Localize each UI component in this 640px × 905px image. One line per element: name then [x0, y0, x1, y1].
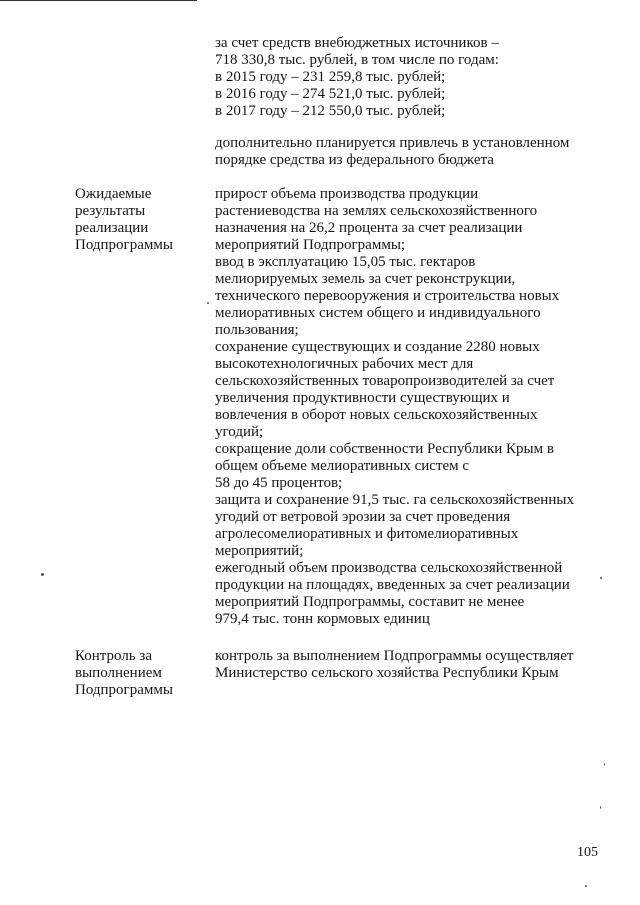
- results-label-line: результаты: [75, 203, 146, 219]
- results-line: назначения на 26,2 процента за счет реализации: [215, 220, 523, 236]
- results-line: общем объеме мелиоративных систем с: [215, 458, 470, 474]
- results-line: 58 до 45 процентов;: [215, 475, 343, 491]
- control-label: [75, 648, 205, 699]
- top-border-line: [0, 0, 197, 1]
- scan-speck: [585, 885, 587, 887]
- results-line: растениеводства на землях сельскохозяйственного: [215, 203, 538, 219]
- scan-speck: [207, 302, 209, 304]
- results-label-line: реализации: [75, 220, 149, 236]
- results-line: угодий;: [215, 424, 264, 440]
- results-line: агролесомелиоративных и фитомелиоративных: [215, 526, 519, 542]
- scan-speck: [41, 573, 44, 576]
- results-line: технического перевооружения и строительства новых: [215, 288, 560, 304]
- results-line: мероприятий Подпрограммы, составит не менее: [215, 594, 525, 610]
- results-line: 979,4 тыс. тонн кормовых единиц: [215, 611, 430, 627]
- results-line: ежегодный объем производства сельскохозяйственной: [215, 560, 563, 576]
- control-line: Министерство сельского хозяйства Республики Крым: [215, 665, 559, 681]
- results-line: мероприятий;: [215, 543, 304, 559]
- page-number: 105: [577, 845, 598, 860]
- funding-extra-line: дополнительно планируется привлечь в установленном: [215, 135, 570, 151]
- funding-line: за счет средств внебюджетных источников –: [215, 35, 499, 51]
- results-line: защита и сохранение 91,5 тыс. га сельскохозяйственных: [215, 492, 574, 508]
- results-line: сельскохозяйственных товаропроизводителей за счет: [215, 373, 555, 389]
- results-line: высокотехнологичных рабочих мест для: [215, 356, 474, 372]
- funding-line: в 2015 году – 231 259,8 тыс. рублей;: [215, 69, 446, 85]
- control-label-line: Подпрограммы: [75, 682, 173, 698]
- funding-extra-line: порядке средства из федерального бюджета: [215, 152, 494, 168]
- funding-text: [215, 35, 615, 169]
- results-line: мероприятий Подпрограммы;: [215, 237, 406, 253]
- results-line: сокращение доли собственности Республики Крым в: [215, 441, 554, 457]
- results-line: угодий от ветровой эрозии за счет проведения: [215, 509, 511, 525]
- results-label-line: Ожидаемые: [75, 186, 152, 202]
- control-text: [215, 648, 615, 682]
- results-line: мелиорируемых земель за счет реконструкции,: [215, 271, 516, 287]
- control-line: контроль за выполнением Подпрограммы осуществляет: [215, 648, 574, 664]
- results-line: пользования;: [215, 322, 299, 338]
- funding-line: 718 330,8 тыс. рублей, в том числе по годам:: [215, 52, 499, 68]
- results-line: вовлечения в оборот новых сельскохозяйственных: [215, 407, 538, 423]
- scan-speck: [604, 763, 605, 766]
- results-text: [215, 186, 615, 628]
- results-line: мелиоративных систем общего и индивидуального: [215, 305, 541, 321]
- results-line: увеличения продуктивности существующих и: [215, 390, 510, 406]
- scan-speck: [600, 806, 601, 809]
- results-label-line: Подпрограммы: [75, 237, 173, 253]
- results-label: [75, 186, 205, 254]
- control-label-line: Контроль за: [75, 648, 152, 664]
- results-line: продукции на площадях, введенных за счет реализации: [215, 577, 570, 593]
- control-label-line: выполнением: [75, 665, 162, 681]
- scan-speck: [600, 577, 602, 579]
- results-line: сохранение существующих и создание 2280 новых: [215, 339, 540, 355]
- funding-line: в 2017 году – 212 550,0 тыс. рублей;: [215, 103, 446, 119]
- results-line: прирост объема производства продукции: [215, 186, 479, 202]
- funding-line: в 2016 году – 274 521,0 тыс. рублей;: [215, 86, 446, 102]
- results-line: ввод в эксплуатацию 15,05 тыс. гектаров: [215, 254, 476, 270]
